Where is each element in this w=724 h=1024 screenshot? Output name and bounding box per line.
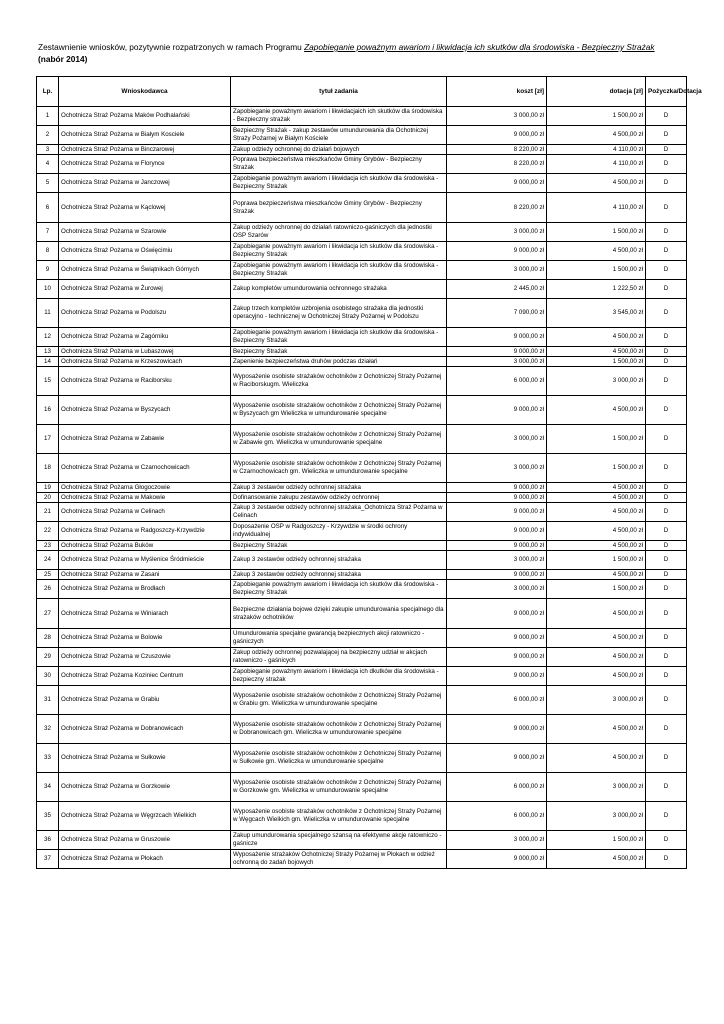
heading-prefix: Zestawnienie wniosków, pozytywnie rozpatrzonych w ramach Programu bbox=[38, 42, 305, 52]
applicant-name: Ochotnicza Straż Pożarna w Radgoszczy-Krzywdzie bbox=[59, 522, 231, 541]
cost-value: 6 000,00 zł bbox=[447, 367, 547, 396]
grant-value: 4 110,00 zł bbox=[547, 155, 646, 174]
task-title: Zakup kompletów umundurowania ochronnego strażaka bbox=[231, 280, 447, 299]
row-number: 1 bbox=[37, 107, 59, 126]
cost-value: 3 000,00 zł bbox=[447, 223, 547, 242]
grant-value: 1 500,00 zł bbox=[547, 223, 646, 242]
loan-grant-type: D bbox=[646, 599, 687, 629]
row-number: 11 bbox=[37, 299, 59, 328]
loan-grant-type: D bbox=[646, 328, 687, 347]
table-row bbox=[37, 425, 687, 454]
applicant-name: Ochotnicza Straż Pożarna w Winiarach bbox=[59, 599, 231, 629]
row-number: 27 bbox=[37, 599, 59, 629]
cost-value: 8 220,00 zł bbox=[447, 193, 547, 223]
task-title: Zakup 3 zestawów odzieży ochronnej strażaka bbox=[231, 551, 447, 570]
grant-value: 4 500,00 zł bbox=[547, 522, 646, 541]
applicant-name: Ochotnicza Straż Pożarna w Lubaszowej bbox=[59, 347, 231, 357]
applicant-name: Ochotnicza Straż Pożarna w Szarowie bbox=[59, 223, 231, 242]
loan-grant-type: D bbox=[646, 174, 687, 193]
loan-grant-type: D bbox=[646, 261, 687, 280]
recruitment-year: (nabór 2014) bbox=[38, 54, 88, 64]
task-title: Zapobieganie poważnym awariom i likwidacja ich skutków dla środowiska - Bezpieczny Strażak bbox=[231, 580, 447, 599]
table-row bbox=[37, 454, 687, 483]
cost-value: 9 000,00 zł bbox=[447, 396, 547, 425]
cost-value: 6 000,00 zł bbox=[447, 686, 547, 715]
grant-value: 1 500,00 zł bbox=[547, 261, 646, 280]
cost-value: 9 000,00 zł bbox=[447, 242, 547, 261]
cost-value: 9 000,00 zł bbox=[447, 648, 547, 667]
loan-grant-type: D bbox=[646, 715, 687, 744]
applicant-name: Ochotnicza Straż Pożarna w Gruszowie bbox=[59, 831, 231, 850]
grant-value: 4 500,00 zł bbox=[547, 541, 646, 551]
table-row bbox=[37, 357, 687, 367]
loan-grant-type: D bbox=[646, 503, 687, 522]
task-title: Zakup umundurowania specjalnego szansą na efektywne akcje ratowniczo - gaśnicze bbox=[231, 831, 447, 850]
task-title: Zakup trzech kompletów uzbrojenia osobistego strażaka dla jednostki operacyjno - technicznej w Ochotniczej Straży Pożarnej w Podolszu bbox=[231, 299, 447, 328]
cost-value: 6 000,00 zł bbox=[447, 802, 547, 831]
row-number: 32 bbox=[37, 715, 59, 744]
cost-value: 9 000,00 zł bbox=[447, 599, 547, 629]
grant-value: 4 500,00 zł bbox=[547, 328, 646, 347]
task-title: Zakup odzieży ochronnej do działań bojowych bbox=[231, 145, 447, 155]
table-row bbox=[37, 850, 687, 869]
table-row bbox=[37, 299, 687, 328]
table-row bbox=[37, 686, 687, 715]
task-title: Wyposażenie osobiste strażaków ochotników z Ochotniczej Straży Pożarnej w Zabawie gm. Wieliczka w umundurowanie specjalne bbox=[231, 425, 447, 454]
row-number: 35 bbox=[37, 802, 59, 831]
cost-value: 9 000,00 zł bbox=[447, 174, 547, 193]
header-lp: Lp. bbox=[37, 77, 59, 107]
row-number: 9 bbox=[37, 261, 59, 280]
grant-value: 4 500,00 zł bbox=[547, 570, 646, 580]
cost-value: 9 000,00 zł bbox=[447, 126, 547, 145]
task-title: Bezpieczne działania bojowe dzięki zakupie umundurowania specjalnego dla strażaków ochotników bbox=[231, 599, 447, 629]
row-number: 23 bbox=[37, 541, 59, 551]
grant-value: 4 500,00 zł bbox=[547, 850, 646, 869]
table-row bbox=[37, 715, 687, 744]
row-number: 7 bbox=[37, 223, 59, 242]
grant-value: 4 110,00 zł bbox=[547, 145, 646, 155]
cost-value: 9 000,00 zł bbox=[447, 503, 547, 522]
applicant-name: Ochotnicza Straż Pożarna Koziniec Centrum bbox=[59, 667, 231, 686]
row-number: 24 bbox=[37, 551, 59, 570]
row-number: 14 bbox=[37, 357, 59, 367]
grant-value: 4 500,00 zł bbox=[547, 347, 646, 357]
table-row bbox=[37, 744, 687, 773]
grant-value: 1 500,00 zł bbox=[547, 551, 646, 570]
applicant-name: Ochotnicza Straż Pożarna w Oświęcimiu bbox=[59, 242, 231, 261]
loan-grant-type: D bbox=[646, 155, 687, 174]
task-title: Wyposażenie osobiste strażaków ochotników z Ochotniczej Straży Pożarnej w Grabiu gm. Wieliczka w umundurowanie specjalne bbox=[231, 686, 447, 715]
document-heading bbox=[38, 41, 678, 65]
cost-value: 9 000,00 zł bbox=[447, 541, 547, 551]
loan-grant-type: D bbox=[646, 522, 687, 541]
row-number: 36 bbox=[37, 831, 59, 850]
loan-grant-type: D bbox=[646, 580, 687, 599]
grant-value: 3 545,00 zł bbox=[547, 299, 646, 328]
loan-grant-type: D bbox=[646, 126, 687, 145]
task-title: Bezpieczny Strażak bbox=[231, 541, 447, 551]
grant-value: 4 500,00 zł bbox=[547, 396, 646, 425]
task-title: Poprawa bezpieczeństwa mieszkańców Gminy Grybów - Bezpieczny Strażak bbox=[231, 193, 447, 223]
cost-value: 3 000,00 zł bbox=[447, 580, 547, 599]
applicant-name: Ochotnicza Straż Pożarna w Janczowej bbox=[59, 174, 231, 193]
header-title: tytuł zadania bbox=[231, 77, 447, 107]
task-title: Zapobieganie poważnym awariom i likwidacja ich skutków dla środowiska - Bezpieczny Strażak bbox=[231, 261, 447, 280]
grant-value: 1 500,00 zł bbox=[547, 357, 646, 367]
loan-grant-type: D bbox=[646, 551, 687, 570]
applicant-name: Ochotnicza Straż Pożarna w Kąclowej bbox=[59, 193, 231, 223]
table-row bbox=[37, 242, 687, 261]
table-row bbox=[37, 648, 687, 667]
applicant-name: Ochotnicza Straż Pożarna w Binczarowej bbox=[59, 145, 231, 155]
table-row bbox=[37, 193, 687, 223]
loan-grant-type: D bbox=[646, 629, 687, 648]
cost-value: 9 000,00 zł bbox=[447, 744, 547, 773]
loan-grant-type: D bbox=[646, 347, 687, 357]
applicant-name: Ochotnicza Straż Pożarna w Białym Kosciele bbox=[59, 126, 231, 145]
header-loan-grant: Pożyczka/Dotacja bbox=[646, 77, 687, 107]
applicant-name: Ochotnicza Straż Pożarna w Bolowie bbox=[59, 629, 231, 648]
table-row bbox=[37, 261, 687, 280]
applicant-name: Ochotnicza Straż Pożarna w Krzeszowicach bbox=[59, 357, 231, 367]
table-row bbox=[37, 396, 687, 425]
applicant-name: Ochotnicza Straż Pożarna w Sułkowie bbox=[59, 744, 231, 773]
row-number: 17 bbox=[37, 425, 59, 454]
row-number: 19 bbox=[37, 483, 59, 493]
cost-value: 3 000,00 zł bbox=[447, 454, 547, 483]
row-number: 30 bbox=[37, 667, 59, 686]
loan-grant-type: D bbox=[646, 193, 687, 223]
loan-grant-type: D bbox=[646, 570, 687, 580]
row-number: 12 bbox=[37, 328, 59, 347]
table-row bbox=[37, 667, 687, 686]
loan-grant-type: D bbox=[646, 107, 687, 126]
loan-grant-type: D bbox=[646, 396, 687, 425]
task-title: Wyposażenie osobiste strażaków ochotników z Ochotniczej Straży Pożarnej w Węgcach Wielkich gm. Wieliczka w umundurowanie specjalne bbox=[231, 802, 447, 831]
cost-value: 9 000,00 zł bbox=[447, 522, 547, 541]
loan-grant-type: D bbox=[646, 648, 687, 667]
row-number: 13 bbox=[37, 347, 59, 357]
cost-value: 3 000,00 zł bbox=[447, 107, 547, 126]
loan-grant-type: D bbox=[646, 425, 687, 454]
table-row bbox=[37, 107, 687, 126]
task-title: Dofinansowanie zakupu zestawów odzieży ochronnej bbox=[231, 493, 447, 503]
cost-value: 3 000,00 zł bbox=[447, 357, 547, 367]
row-number: 10 bbox=[37, 280, 59, 299]
task-title: Zapenienie bezpieczeństwa druhów podczas działań bbox=[231, 357, 447, 367]
loan-grant-type: D bbox=[646, 802, 687, 831]
applicant-name: Ochotnicza Straż Pożarna w Gorzkowie bbox=[59, 773, 231, 802]
task-title: Zakup odzieży ochronnej pozwalającej na bezpieczny udział w akcjach ratowniczo - gaśnicych bbox=[231, 648, 447, 667]
loan-grant-type: D bbox=[646, 541, 687, 551]
task-title: Wyposażenie osobiste strażaków ochotników z Ochotniczej Straży Pożarnej w Sułkowie gm. Wieliczka w umundurowanie specjalne bbox=[231, 744, 447, 773]
applicant-name: Ochotnicza Straż Pożarna w Czuszowie bbox=[59, 648, 231, 667]
applicant-name: Ochotnicza Straż Pożarna w Płokach bbox=[59, 850, 231, 869]
task-title: Wyposażenie osobiste strażaków ochotników z Ochotniczej Straży Pożarnej w Byszycach gm Wieliczka w umundurowanie specjalne bbox=[231, 396, 447, 425]
table-row bbox=[37, 551, 687, 570]
cost-value: 6 000,00 zł bbox=[447, 773, 547, 802]
loan-grant-type: D bbox=[646, 367, 687, 396]
grant-value: 4 500,00 zł bbox=[547, 242, 646, 261]
row-number: 33 bbox=[37, 744, 59, 773]
grant-value: 4 500,00 zł bbox=[547, 174, 646, 193]
task-title: Bezpieczny Strażak bbox=[231, 347, 447, 357]
grant-value: 4 500,00 zł bbox=[547, 667, 646, 686]
applicant-name: Ochotnicza Straż Pożarna w Brodłach bbox=[59, 580, 231, 599]
table-row bbox=[37, 280, 687, 299]
grant-value: 4 500,00 zł bbox=[547, 126, 646, 145]
row-number: 5 bbox=[37, 174, 59, 193]
table-row bbox=[37, 580, 687, 599]
applicant-name: Ochotnicza Straż Pożarna w Myślenice Śródmieście bbox=[59, 551, 231, 570]
applicant-name: Ochotnicza Straż Pożarna w Byszycach bbox=[59, 396, 231, 425]
loan-grant-type: D bbox=[646, 831, 687, 850]
grant-value: 3 000,00 zł bbox=[547, 686, 646, 715]
task-title: Bezpieczny Strażak - zakup zestawów umundurowania dla Ochotniczej Straży Pożarnej w Białym Kościele bbox=[231, 126, 447, 145]
table-row bbox=[37, 347, 687, 357]
loan-grant-type: D bbox=[646, 686, 687, 715]
grant-value: 4 500,00 zł bbox=[547, 483, 646, 493]
row-number: 34 bbox=[37, 773, 59, 802]
header-grant: dotacja [zł] bbox=[547, 77, 646, 107]
cost-value: 9 000,00 zł bbox=[447, 850, 547, 869]
loan-grant-type: D bbox=[646, 850, 687, 869]
cost-value: 9 000,00 zł bbox=[447, 715, 547, 744]
table-row bbox=[37, 145, 687, 155]
task-title: Zakup 3 zestawów odzieży ochronnej strażaka bbox=[231, 570, 447, 580]
grant-value: 3 000,00 zł bbox=[547, 367, 646, 396]
table-row bbox=[37, 328, 687, 347]
row-number: 4 bbox=[37, 155, 59, 174]
applicant-name: Ochotnicza Straż Pożarna w Dobranowicach bbox=[59, 715, 231, 744]
loan-grant-type: D bbox=[646, 483, 687, 493]
row-number: 6 bbox=[37, 193, 59, 223]
table-row bbox=[37, 503, 687, 522]
loan-grant-type: D bbox=[646, 299, 687, 328]
applicant-name: Ochotnicza Straż Pożarna Głogoczowie bbox=[59, 483, 231, 493]
task-title: Doposażenie OSP w Radgoszczy - Krzywdzie w środki ochrony indywidualnej bbox=[231, 522, 447, 541]
row-number: 26 bbox=[37, 580, 59, 599]
table-body bbox=[37, 107, 687, 869]
table-row bbox=[37, 522, 687, 541]
task-title: Wyposażenie osobiste strażaków ochotników z Ochotniczej Straży Pożarnej w Raciborskugm. Wieliczka bbox=[231, 367, 447, 396]
row-number: 3 bbox=[37, 145, 59, 155]
cost-value: 9 000,00 zł bbox=[447, 667, 547, 686]
task-title: Zapobieganie poważnym awariom i likwidacja ich skutków dla środowiska - Bezpieczny Strażak bbox=[231, 242, 447, 261]
table-header-row bbox=[37, 77, 687, 107]
header-cost: koszt [zł] bbox=[447, 77, 547, 107]
applicant-name: Ochotnicza Straż Pożarna w Żurowej bbox=[59, 280, 231, 299]
cost-value: 8 220,00 zł bbox=[447, 145, 547, 155]
cost-value: 3 000,00 zł bbox=[447, 425, 547, 454]
grant-value: 4 500,00 zł bbox=[547, 744, 646, 773]
table-row bbox=[37, 831, 687, 850]
grant-value: 4 500,00 zł bbox=[547, 715, 646, 744]
row-number: 37 bbox=[37, 850, 59, 869]
grant-value: 4 500,00 zł bbox=[547, 493, 646, 503]
task-title: Wyposażenie osobiste strażaków ochotników z Ochotniczej Straży Pożarnej w Czarnochowicach gm. Wieliczka w umundurowanie specjalne bbox=[231, 454, 447, 483]
applicant-name: Ochotnicza Straż Pożarna w Węgrzcach Wielkich bbox=[59, 802, 231, 831]
table-row bbox=[37, 773, 687, 802]
applications-table bbox=[36, 76, 702, 869]
table-row bbox=[37, 541, 687, 551]
table-row bbox=[37, 155, 687, 174]
applicant-name: Ochotnicza Straż Pożarna Buków bbox=[59, 541, 231, 551]
task-title: Zakup 3 zestawów odzieży ochronnej strażaka bbox=[231, 483, 447, 493]
loan-grant-type: D bbox=[646, 223, 687, 242]
task-title: Zakup 3 zestawów odzieży ochronnej strażaka_Ochotnicza Straż Pożarna w Celinach bbox=[231, 503, 447, 522]
row-number: 2 bbox=[37, 126, 59, 145]
cost-value: 9 000,00 zł bbox=[447, 328, 547, 347]
task-title: Poprawa bezpieczeństwa mieszkańców Gminy Grybów - Bezpieczny Strażak bbox=[231, 155, 447, 174]
table-row bbox=[37, 493, 687, 503]
row-number: 31 bbox=[37, 686, 59, 715]
cost-value: 3 000,00 zł bbox=[447, 551, 547, 570]
table-row bbox=[37, 483, 687, 493]
task-title: Wyposażenie osobiste strażaków ochotników z Ochotniczej Straży Pożarnej w Gorzkowie gm. Wieliczka w umundurowanie specjalne bbox=[231, 773, 447, 802]
grant-value: 4 500,00 zł bbox=[547, 599, 646, 629]
cost-value: 3 000,00 zł bbox=[447, 831, 547, 850]
applicant-name: Ochotnicza Straż Pożarna w Czarnochowicach bbox=[59, 454, 231, 483]
header-applicant: Wnioskodawca bbox=[59, 77, 231, 107]
loan-grant-type: D bbox=[646, 667, 687, 686]
cost-value: 3 000,00 zł bbox=[447, 261, 547, 280]
applicant-name: Ochotnicza Straż Pożarna w Grabiu bbox=[59, 686, 231, 715]
task-title: Umundurowania specjalne gwarancją bezpiecznych akcji ratowniczo - gaśniczych bbox=[231, 629, 447, 648]
row-number: 8 bbox=[37, 242, 59, 261]
grant-value: 1 500,00 zł bbox=[547, 580, 646, 599]
grant-value: 1 222,50 zł bbox=[547, 280, 646, 299]
task-title: Zapobieganie poważnym awariom i likwidacja ich skutków dla środowiska - Bezpieczny Strażak bbox=[231, 174, 447, 193]
table-row bbox=[37, 223, 687, 242]
applicant-name: Ochotnicza Straż Pożarna w Zagórniku bbox=[59, 328, 231, 347]
table-row bbox=[37, 367, 687, 396]
task-title: Zapobieganie poważnym awariom i likwidacja ich skutków dla środowiska - Bezpieczny Strażak bbox=[231, 328, 447, 347]
task-title: Wyposażenie osobiste strażaków ochotników z Ochotniczej Straży Pożarnej w Dobranowicach gm. Wieliczka w umundurowanie specjalne bbox=[231, 715, 447, 744]
grant-value: 1 500,00 zł bbox=[547, 454, 646, 483]
applicant-name: Ochotnicza Straż Pożarna w Celinach bbox=[59, 503, 231, 522]
loan-grant-type: D bbox=[646, 280, 687, 299]
row-number: 18 bbox=[37, 454, 59, 483]
row-number: 29 bbox=[37, 648, 59, 667]
applicant-name: Ochotnicza Straż Pożarna w Świątnikach Górnych bbox=[59, 261, 231, 280]
grant-value: 1 500,00 zł bbox=[547, 107, 646, 126]
row-number: 20 bbox=[37, 493, 59, 503]
row-number: 21 bbox=[37, 503, 59, 522]
row-number: 22 bbox=[37, 522, 59, 541]
cost-value: 9 000,00 zł bbox=[447, 493, 547, 503]
program-name: Zapobieganie poważnym awariom i likwidacja ich skutków dla środowiska - Bezpieczny Strażak bbox=[304, 42, 655, 52]
table-row bbox=[37, 126, 687, 145]
grant-value: 4 500,00 zł bbox=[547, 503, 646, 522]
cost-value: 7 090,00 zł bbox=[447, 299, 547, 328]
row-number: 16 bbox=[37, 396, 59, 425]
loan-grant-type: D bbox=[646, 454, 687, 483]
cost-value: 9 000,00 zł bbox=[447, 629, 547, 648]
table-row bbox=[37, 599, 687, 629]
applicant-name: Ochotnicza Straż Pożarna w Podolszu bbox=[59, 299, 231, 328]
row-number: 15 bbox=[37, 367, 59, 396]
applicant-name: Ochotnicza Straż Pożarna w Zabawie bbox=[59, 425, 231, 454]
applicant-name: Ochotnicza Straż Pożarna Maków Podhalański bbox=[59, 107, 231, 126]
loan-grant-type: D bbox=[646, 357, 687, 367]
cost-value: 9 000,00 zł bbox=[447, 347, 547, 357]
applicant-name: Ochotnicza Straż Pożarna w Makowie bbox=[59, 493, 231, 503]
table-row bbox=[37, 802, 687, 831]
cost-value: 9 000,00 zł bbox=[447, 570, 547, 580]
loan-grant-type: D bbox=[646, 773, 687, 802]
grant-value: 4 500,00 zł bbox=[547, 629, 646, 648]
task-title: Zakup odzieży ochronnej do działań ratowniczo-gaśniczych dla jednostki OSP Szarów bbox=[231, 223, 447, 242]
grant-value: 4 500,00 zł bbox=[547, 648, 646, 667]
row-number: 25 bbox=[37, 570, 59, 580]
grant-value: 1 500,00 zł bbox=[547, 831, 646, 850]
cost-value: 2 445,00 zł bbox=[447, 280, 547, 299]
table-row bbox=[37, 174, 687, 193]
grant-value: 4 110,00 zł bbox=[547, 193, 646, 223]
row-number: 28 bbox=[37, 629, 59, 648]
task-title: Zapobieganie poważnym awariom i likwidacjaich ich skutków dla środowiska - Bezpieczny strażak bbox=[231, 107, 447, 126]
loan-grant-type: D bbox=[646, 242, 687, 261]
grant-value: 3 000,00 zł bbox=[547, 802, 646, 831]
applicant-name: Ochotnicza Straż Pożarna w Raciborsku bbox=[59, 367, 231, 396]
table-row bbox=[37, 570, 687, 580]
grant-value: 1 500,00 zł bbox=[547, 425, 646, 454]
applicant-name: Ochotnicza Straż Pożarna w Florynce bbox=[59, 155, 231, 174]
applicant-name: Ochotnicza Straż Pożarna w Zasani bbox=[59, 570, 231, 580]
task-title: Wyposażenie strażaków Ochotniczej Straży Pożarnej w Płokach w odzież ochronną do zadań bojowych bbox=[231, 850, 447, 869]
loan-grant-type: D bbox=[646, 493, 687, 503]
cost-value: 8 220,00 zł bbox=[447, 155, 547, 174]
cost-value: 9 000,00 zł bbox=[447, 483, 547, 493]
grant-value: 3 000,00 zł bbox=[547, 773, 646, 802]
loan-grant-type: D bbox=[646, 145, 687, 155]
loan-grant-type: D bbox=[646, 744, 687, 773]
table-row bbox=[37, 629, 687, 648]
task-title: Zapobieganie poważnym awariom i likwidacja ich dkutków dla środowiska - bezpieczny strażak bbox=[231, 667, 447, 686]
